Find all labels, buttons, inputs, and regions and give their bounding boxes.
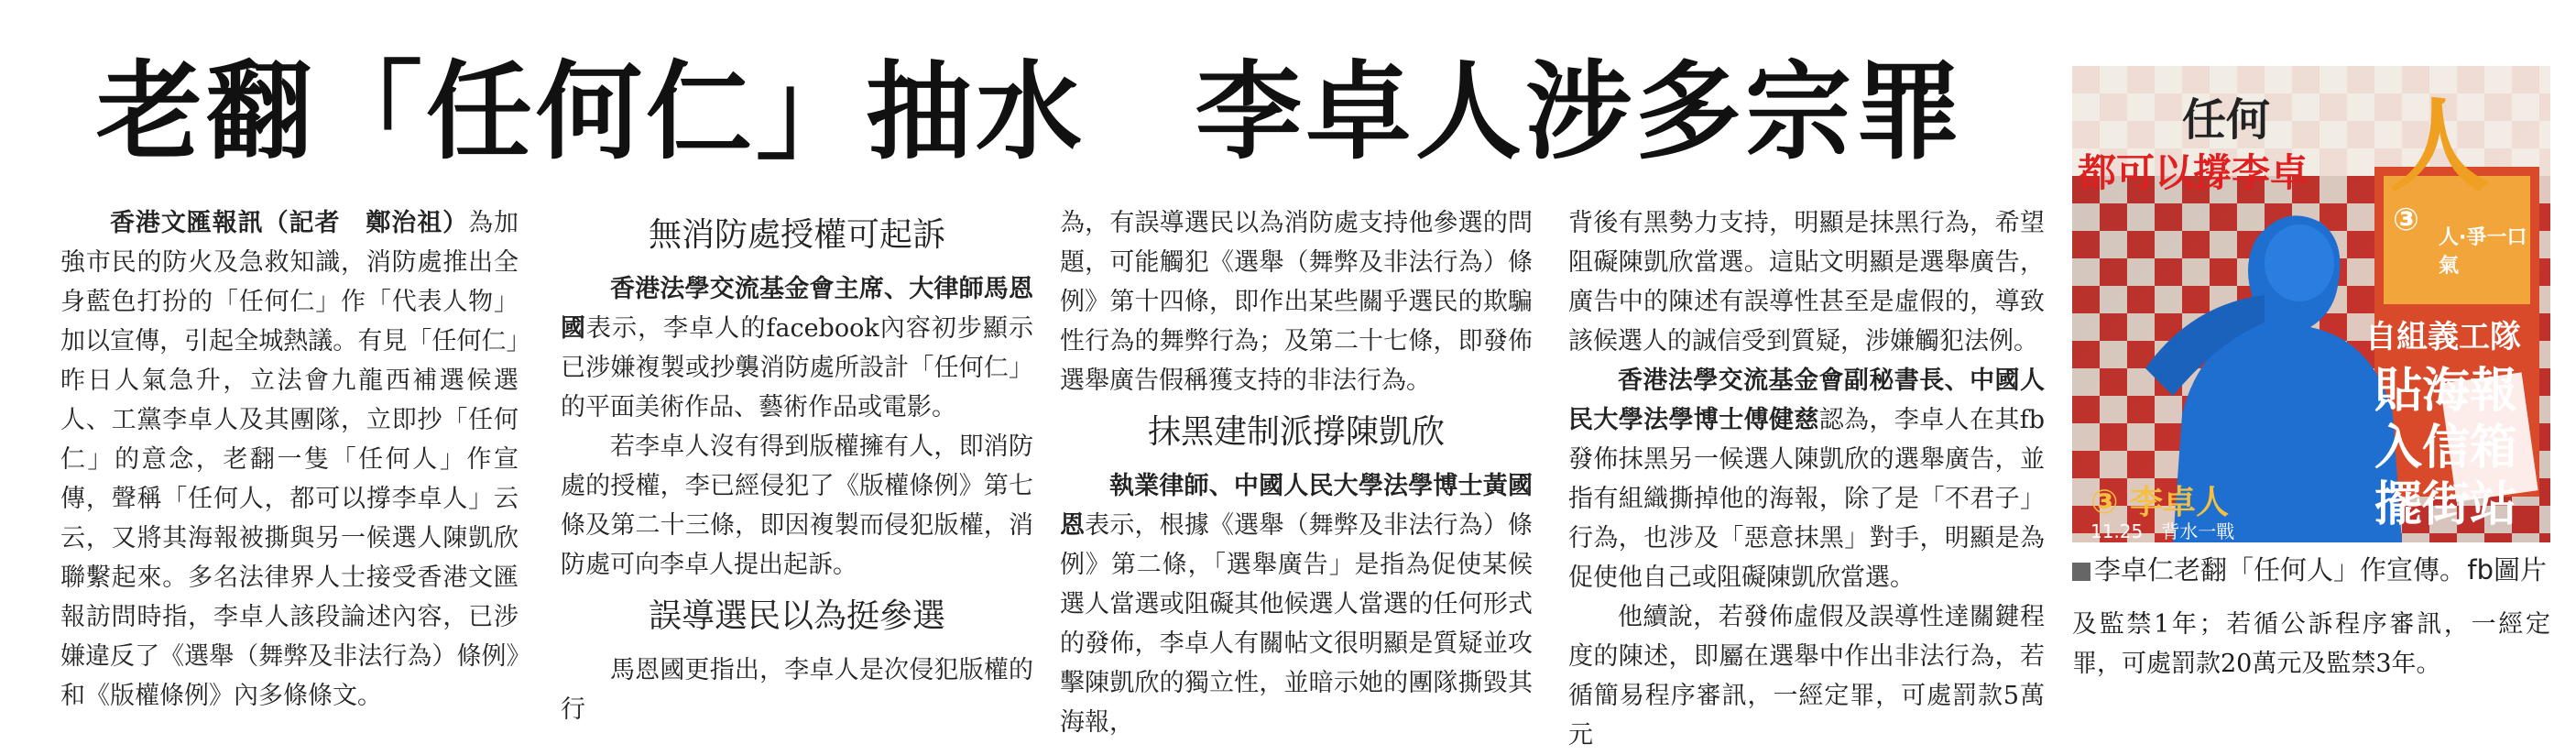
photo-text: 入信箱 bbox=[2374, 421, 2518, 476]
photo-text: ③ 李卓人 bbox=[2090, 484, 2230, 521]
photo-caption bbox=[2072, 550, 2550, 590]
caption-marker-icon bbox=[2072, 563, 2090, 581]
subheading: 抹黑建制派撐陳凱欣 bbox=[1147, 413, 1445, 451]
caption-text: 李卓仁老翻「任何人」作宣傳。 bbox=[2094, 554, 2467, 585]
paragraph-text: 為加強市民的防火及急救知識，消防處推出全身藍色打扮的「任何仁」作「代表人物」加以宣傳，引起全城熱議。有見「任何仁」昨日人氣急升，立法會九龍西補選候選人、工黨李卓人及其團隊，立即抄「任何仁」的意念，老翻一隻「任何人」作宣傳，聲稱「任何人，都可以撐李卓人」云云，又將其海報被撕與另一候選人陳凱欣聯繫起來。多名法律界人士接受香港文匯報訪問時指，李卓人該段論述內容，已涉嫌違反了《選舉（舞弊及非法行為）條例》和《版權條例》內多條條文。 bbox=[60, 209, 519, 710]
paragraph: 他續說，若發佈虛假及誤導性達關鍵程度的陳述，即屬在選舉中作出非法行為，若循簡易程序審訊，一經定罪，可處罰款5萬元 bbox=[1568, 603, 2045, 750]
paragraph: 背後有黑勢力支持，明顯是抹黑行為，希望阻礙陳凱欣當選。這貼文明顯是選舉廣告，廣告中的陳述有誤導性甚至是虛假的，導致該候選人的誠信受到質疑，涉嫌觸犯法例。 bbox=[1568, 209, 2045, 356]
paragraph: 馬恩國更指出，李卓人是次侵犯版權的行 bbox=[561, 656, 1033, 724]
column-2 bbox=[561, 203, 1033, 729]
photo-text: 人 bbox=[2389, 88, 2490, 205]
paragraph bbox=[60, 203, 518, 716]
paragraph bbox=[1568, 361, 2045, 597]
photo-text: 自組義工隊 bbox=[2365, 319, 2521, 356]
subheading: 誤導選民以為挺參選 bbox=[648, 597, 945, 635]
paragraph: 及監禁1年；若循公訴程序審訊，一經定罪，可處罰款20萬元及監禁3年。 bbox=[2072, 610, 2550, 678]
subheading: 無消防處授權可起訴 bbox=[648, 216, 945, 254]
headline: 老翻「任何仁」抽水 李卓人涉多宗罪 bbox=[96, 49, 1965, 174]
photo-credit: fb圖片 bbox=[2467, 554, 2547, 585]
photo-text: 人·爭一口氣 bbox=[2439, 226, 2527, 278]
news-photo bbox=[2072, 66, 2550, 542]
photo-text: 擺街站 bbox=[2374, 477, 2518, 532]
source-name: 香港法學交流基金會主席、大律師馬恩國 bbox=[561, 275, 1033, 343]
column-3 bbox=[1060, 203, 1533, 742]
paragraph bbox=[561, 269, 1033, 427]
paragraph-text: 表示，根據《選舉（舞弊及非法行為）條例》第二條，「選舉廣告」是指為促使某候選人當選或阻礙其他候選人當選的任何形式的發佈，李卓人有關帖文很明顯是質疑並攻擊陳凱欣的獨立性，並暗示她的團隊撕毀其海報， bbox=[1060, 511, 1534, 737]
source-name: 執業律師、中國人民大學法學博士黃國恩 bbox=[1060, 472, 1533, 540]
photo-text: 11.25 背水一戰 bbox=[2090, 520, 2235, 542]
paragraph: 為，有誤導選民以為消防處支持他參選的問題，可能觸犯《選舉（舞弊及非法行為）條例》第十四條，即作出某些關乎選民的欺騙性行為的舞弊行為；及第二十七條，即發佈選舉廣告假稱獲支持的非法行為。 bbox=[1060, 209, 1533, 395]
column-1 bbox=[60, 203, 518, 716]
photo-text: 任何 bbox=[2182, 94, 2271, 146]
paragraph-text: 表示，李卓人的facebook內容初步顯示已涉嫌複製或抄襲消防處所設計「任何仁」的平面美術作品、藝術作品或電影。 bbox=[561, 314, 1033, 421]
column-4 bbox=[1568, 203, 2045, 755]
photo-text: 都可以撐李卓 bbox=[2078, 150, 2309, 195]
photo-text: 貼海報 bbox=[2374, 364, 2518, 419]
paragraph: 若李卓人沒有得到版權擁有人，即消防處的授權，李已經侵犯了《版權條例》第七條及第二十三條，即因複製而侵犯版權，消防處可向李卓人提出起訴。 bbox=[561, 432, 1033, 579]
paragraph-text: 認為，李卓人在其fb發佈抹黑另一候選人陳凱欣的選舉廣告，並指有組織撕掉他的海報，除了是「不君子」行為，也涉及「惡意抹黑」對手，明顯是為促使他自己或阻礙陳凱欣當選。 bbox=[1568, 406, 2045, 592]
photo-text: ③ bbox=[2393, 202, 2419, 238]
paragraph bbox=[1060, 466, 1533, 742]
source-name: 香港法學交流基金會副秘書長、中國人民大學法學博士傅健慈 bbox=[1568, 367, 2045, 434]
byline: 香港文匯報訊（記者 鄭治祖） bbox=[110, 209, 469, 237]
column-5 bbox=[2072, 605, 2550, 684]
